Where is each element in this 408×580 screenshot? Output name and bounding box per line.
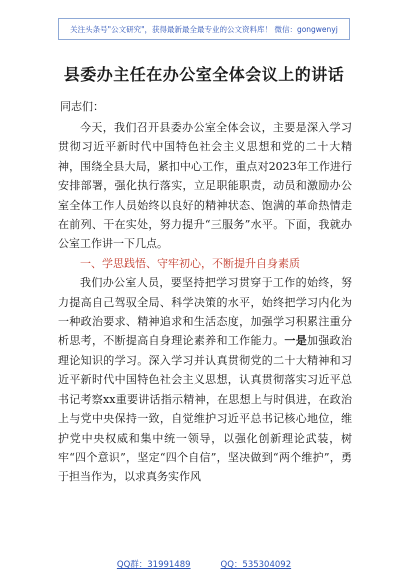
qq-link[interactable]: QQ：535304092 <box>220 560 292 570</box>
greeting: 同志们： <box>60 100 104 113</box>
footer-contacts <box>0 558 408 570</box>
body-paragraph <box>58 273 352 486</box>
qq-group-link[interactable]: QQ群：31991489 <box>116 560 191 570</box>
document-body <box>58 118 352 487</box>
section-heading: 一、学思践悟、守牢初心，不断提升自身素质 <box>80 256 300 270</box>
bold-marker: 一是 <box>284 334 308 348</box>
document-title: 县委办主任在办公室全体会议上的讲话 <box>63 65 345 84</box>
paragraph-text: 我们办公室人员，要坚持把学习贯穿于工作的始终，努力提高自己驾驭全局、科学决策的水平，始终把学习内化为一种政治要求、精神追求和生活态度，加强学习积累注重分析思考，不断提高自身理论素养和工作能力。 <box>58 276 352 348</box>
header-banner: 关注头条号"公文研究"，获得最新最全最专业的公文资料库！ 微信：gongwenyj <box>58 18 350 40</box>
intro-paragraph: 今天，我们召开县委办公室全体会议，主要是深入学习贯彻习近平新时代中国特色社会主义思想和党的二十大精神，围绕全县大局，紧扣中心工作，重点对2023年工作进行安排部署，强化执行落实，立足职能职责，动员和激励办公室全体工作人员始终以良好的精神状态、饱满的革命热情走在前列、干在实处，努力提升“三服务”水平。下面，我就办公室工作讲一下几点。 <box>58 121 352 251</box>
paragraph-text-continued: 加强政治理论知识的学习。深入学习并认真贯彻党的二十大精神和习近平新时代中国特色社会主义思想，认真贯彻落实习近平总书记考察xx重要讲话指示精神，在思想上与时俱进，在政治上与党中央保持一致，自觉维护习近平总书记核心地位，维护党中央权威和集中统一领导，以强化创新理论武装，树牢“四个意识”，坚定“四个自信”，坚决做到“两个维护”，勇于担当作为，以求真务实作风 <box>58 334 353 484</box>
